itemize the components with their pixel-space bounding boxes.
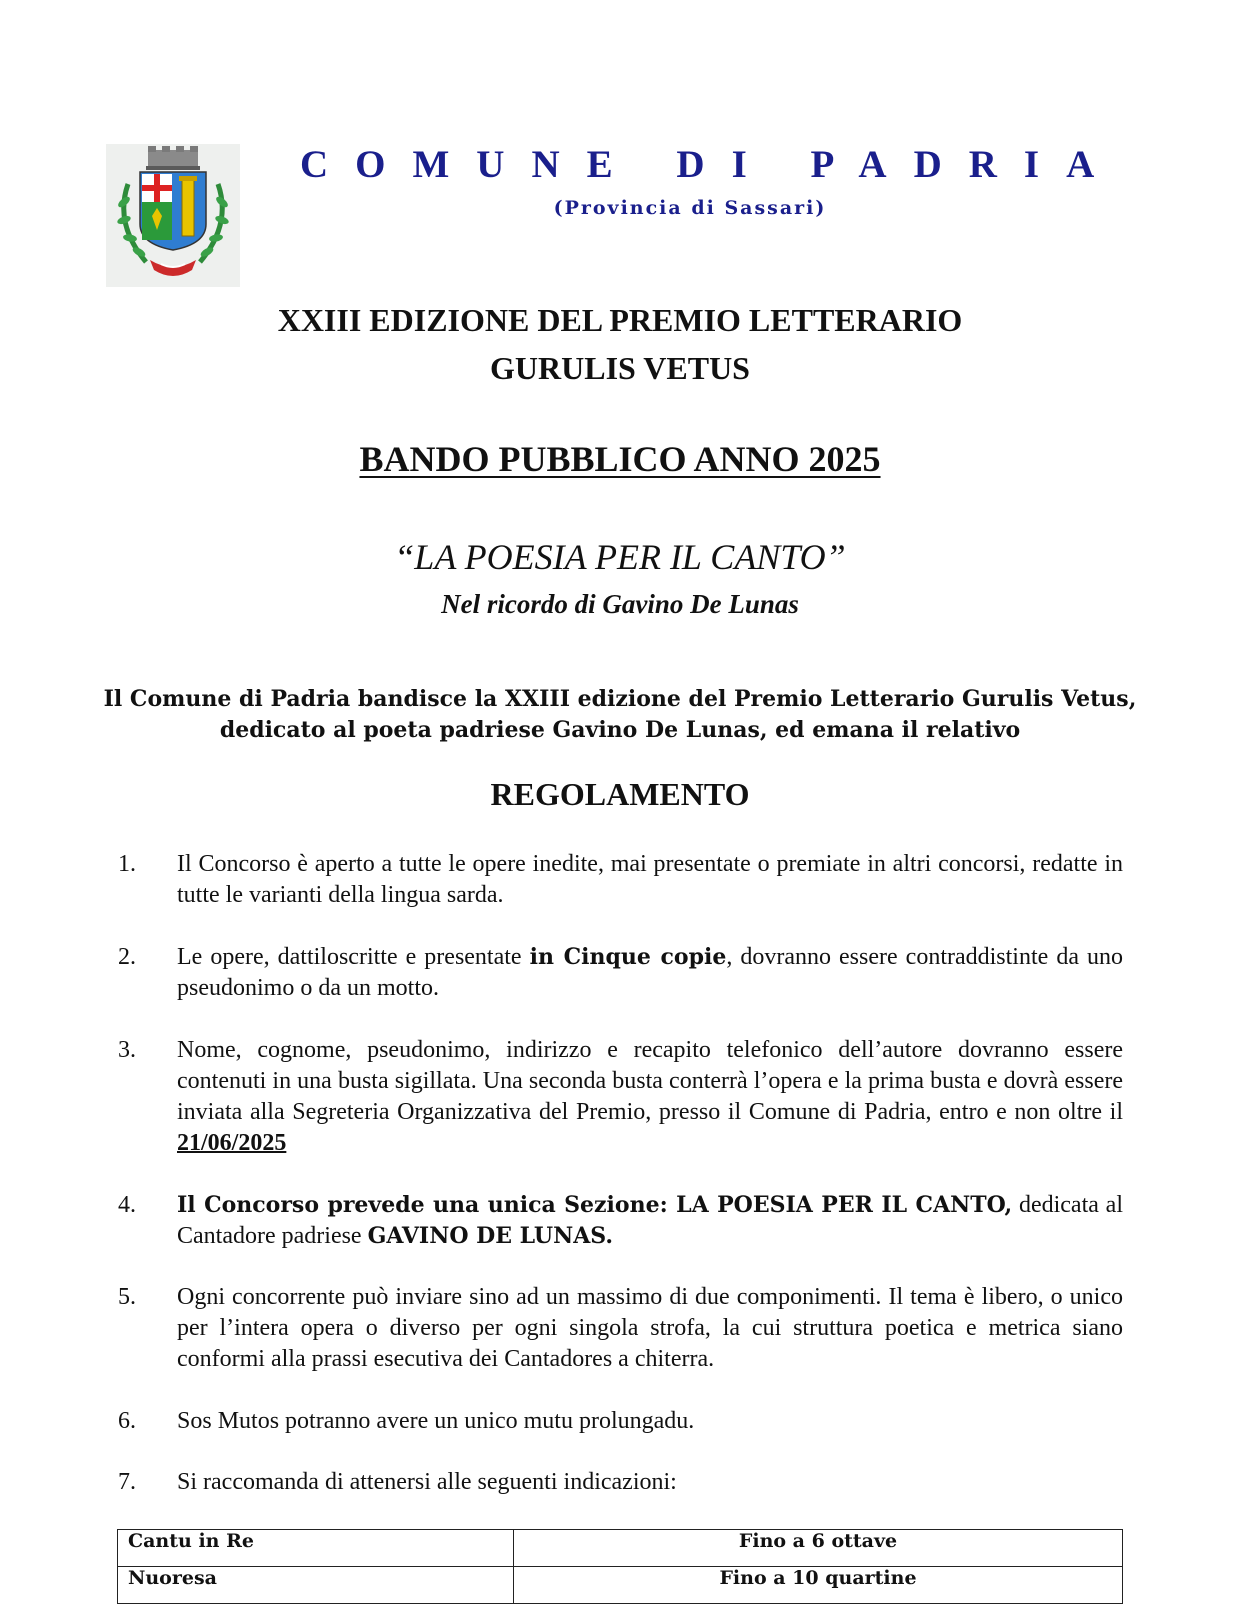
coat-of-arms-logo <box>106 144 240 287</box>
rule-text-part: , dovranno essere contraddistinte da uno pseudonimo o da un motto. <box>177 944 1123 1001</box>
rule-number: 2. <box>118 944 136 970</box>
rule-text: Sos Mutos potranno avere un unico mutu prolungadu. <box>177 1408 695 1434</box>
rule-number: 4. <box>118 1192 136 1218</box>
rule-number: 3. <box>118 1037 136 1063</box>
rule-number: 5. <box>118 1284 136 1310</box>
table-row <box>118 1530 1123 1567</box>
regolamento-heading: REGOLAMENTO <box>490 776 750 812</box>
rule-text-bold: in Cinque copie <box>529 944 727 970</box>
intro-paragraph <box>0 684 1240 746</box>
rule-text-bold: GAVINO DE LUNAS. <box>367 1223 614 1249</box>
rule-item <box>118 942 1123 1004</box>
rule-text <box>177 1035 1123 1159</box>
rule-text: Il Concorso è aperto a tutte le opere inedite, mai presentate o premiate in altri concorsi, redatte in tutte le varianti della lingua sarda. <box>177 851 1123 908</box>
edizione-line-1: XXIII EDIZIONE DEL PREMIO LETTERARIO <box>277 302 963 338</box>
rule-text: Ogni concorrente può inviare sino ad un massimo di due componimenti. Il tema è libero, o unico per l’intera opera o diverso per ogni singola strofa, la cui struttura poetica e metrica siano conformi alla prassi esecutiva dei Cantadores a chiterra. <box>177 1284 1123 1372</box>
rule-item <box>118 1035 1123 1159</box>
rule-text-bold: Il Concorso prevede una unica Sezione: LA POESIA PER IL CANTO, <box>177 1192 1013 1218</box>
rule-text-part: dedicata al Cantadore padriese <box>177 1192 1124 1249</box>
intro-line-2: dedicato al poeta padriese Gavino De Lunas, ed emana il relativo <box>219 717 1021 743</box>
edizione-heading <box>0 296 1240 392</box>
rule-item <box>118 1467 1123 1498</box>
bando-heading <box>0 438 1240 480</box>
provincia-subtitle: (Provincia di Sassari) <box>553 197 827 219</box>
rule-text-part: Nome, cognome, pseudonimo, indirizzo e recapito telefonico dell’autore dovranno essere contenuti in una busta sigillata. Una seconda busta conterrà l’opera e la prima busta e dovrà essere inviata alla Segreteria Organizzativa del Premio, presso il Comune di Padria, entro e non oltre il <box>177 1037 1123 1125</box>
rule-text-part: Le opere, dattiloscritte e presentate <box>177 944 530 970</box>
rule-text <box>177 1190 1123 1252</box>
table-row <box>118 1567 1123 1604</box>
bando-title: BANDO PUBBLICO ANNO 2025 <box>359 439 881 479</box>
comune-title: COMUNE DI PADRIA <box>300 143 1122 186</box>
edizione-line-2: GURULIS VETUS <box>490 350 750 386</box>
table-cell-style: Nuoresa <box>118 1567 514 1604</box>
rule-item <box>118 1190 1123 1252</box>
rule-number: 1. <box>118 851 136 877</box>
rule-number: 6. <box>118 1408 136 1434</box>
table-cell-limit: Fino a 10 quartine <box>514 1567 1123 1604</box>
rule-text <box>177 942 1123 1004</box>
rule-item <box>118 849 1123 911</box>
table-cell-style: Cantu in Re <box>118 1530 514 1567</box>
indicazioni-table <box>117 1529 1123 1604</box>
table-cell-limit: Fino a 6 ottave <box>514 1530 1123 1567</box>
poesia-title: “LA POESIA PER IL CANTO” <box>394 537 846 577</box>
rule-number: 7. <box>118 1469 136 1495</box>
coat-of-arms-icon <box>106 144 240 287</box>
rule-text: Si raccomanda di attenersi alle seguenti indicazioni: <box>177 1469 677 1495</box>
rule-item <box>118 1406 1123 1437</box>
deadline-date: 21/06/2025 <box>177 1130 287 1156</box>
intro-line-1: Il Comune di Padria bandisce la XXIII edizione del Premio Letterario Gurulis Vetus, <box>103 686 1137 712</box>
ricordo-subtitle: Nel ricordo di Gavino De Lunas <box>441 589 799 619</box>
rule-item <box>118 1282 1123 1375</box>
